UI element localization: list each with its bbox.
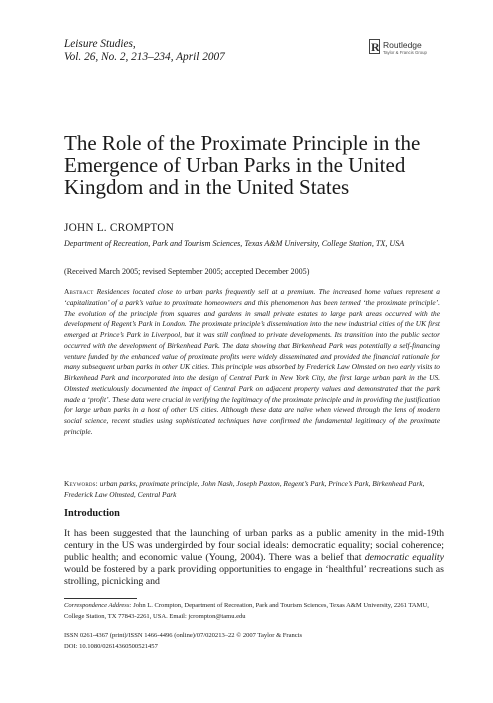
abstract [64,287,440,438]
publication-info [64,631,446,653]
paragraph-text-start: It has been suggested that the launching of urban parks as a public amenity in the mid-19th century in the US was undergirded by four social ideals: democratic equality; social coherence; public health; and economic value (Young, 2004). There was a belief that [64,528,444,564]
keywords [64,479,440,501]
correspondence-address [64,601,446,623]
author-affiliation: Department of Recreation, Park and Tourism Sciences, Texas A&M University, College Station, TX, USA [64,239,405,248]
correspondence-text: John L. Crompton, Department of Recreation, Park and Tourism Sciences, Texas A&M University, 2261 TAMU, College Station, TX 77843-2261, USA. Email: jcrompton@tamu.edu [64,602,429,620]
footnote-divider [64,598,137,599]
paragraph-emphasis: democratic equality [364,552,444,564]
publisher-group: Taylor & Francis Group [383,50,427,55]
keywords-label: Keywords: [64,479,98,488]
svg-text:R: R [371,40,380,54]
journal-name: Leisure Studies, [64,38,136,50]
journal-citation [64,38,225,64]
received-dates: (Received March 2005; revised September 2005; accepted December 2005) [64,267,310,276]
abstract-text: Residences located close to urban parks frequently sell at a premium. The increased home values represent a ‘capitalization’ of a park’s value to proximate homeowners and this phenomenon has been termed ‘the proximate principle’. The evolution of the principle from squares and gardens in small private estates to large park areas occurred with the development of Regent’s Park in London. The proximate principle’s dissemination into the new industrial cities of the UK first emerged at Prince’s Park in Liverpool, but it was still confined to private developments. Its transition into the public sector occurred with the development of Birkenhead Park. The data showing that Birkenhead Park was potentially a self-financing venture funded by the enhanced value of proximate profits were widely disseminated and provided the financial rationale for many subsequent urban parks in other UK cities. This principle was absorbed by Frederick Law Olmsted on two early visits to Birkenhead Park and incorporated into the design of Central Park in New York City, the first large urban park in the US. Olmsted meticulously documented the impact of Central Park on adjacent property values and demonstrated that the park made a ‘profit’. These data were crucial in verifying the legitimacy of the proximate principle and in providing the justification for large urban parks in a host of other US cities. Although these data are naïve when viewed through the lens of modern social science, recent studies using sophisticated techniques have confirmed the fundamental legitimacy of the proximate principle. [64,287,440,436]
abstract-label: Abstract [64,287,94,296]
article-title: The Role of the Proximate Principle in the Emergence of Urban Parks in the United Kingdom and in the United States [64,131,421,199]
introduction-paragraph [64,528,444,588]
paragraph-text-end: would be fostered by a park providing opportunities to engage in ‘healthful’ recreations such as strolling, picnicking and [64,564,444,588]
doi-line: DOI: 10.1080/02614360500521457 [64,642,158,650]
issn-line: ISSN 0261-4367 (print)/ISSN 1466-4496 (online)/07/020213–22 © 2007 Taylor & Francis [64,632,303,639]
publisher-logo [369,38,439,62]
routledge-r-icon [369,39,380,54]
correspondence-label: Correspondence Address: [64,602,132,609]
journal-issue: Vol. 26, No. 2, 213–234, April 2007 [64,51,225,63]
section-heading-introduction: Introduction [64,508,120,519]
keywords-text: urban parks, proximate principle, John Nash, Joseph Paxton, Regent’s Park, Prince’s Park, Birkenhead Park, Frederick Law Olmsted, Central Park [64,479,425,499]
author-name: JOHN L. CROMPTON [64,222,175,234]
publisher-name: Routledge [383,40,422,50]
